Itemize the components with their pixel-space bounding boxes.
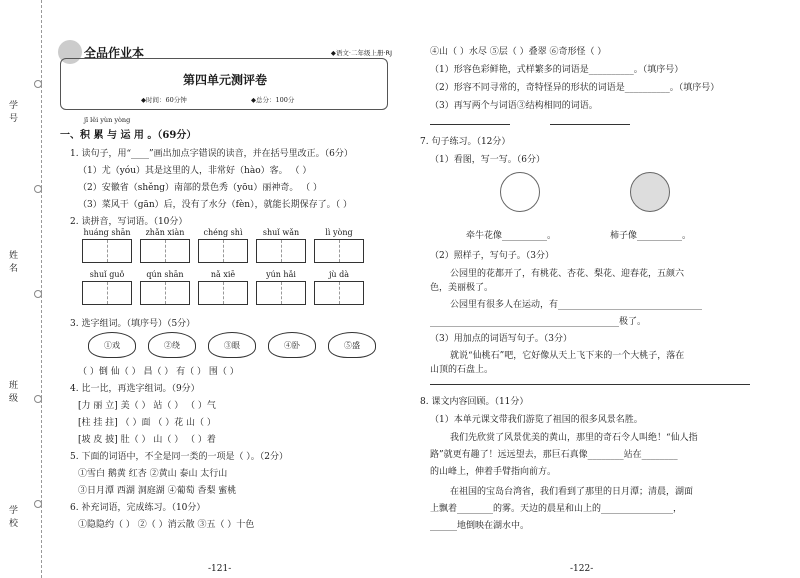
question-1-item: （3）菜风干（gān）后，没有了水分（fèn），就能长期保存了。（ ）: [78, 200, 352, 210]
page-number: -122-: [570, 564, 594, 574]
passage-text: ______地倒映在湖水中。: [430, 521, 530, 531]
question-7-part: （2）照样子，写句子。（3分）: [430, 251, 554, 261]
question-4-item: [坡 皮 披] 肚（ ） 山（ ） （ ）着: [78, 435, 216, 445]
page-number: -121-: [208, 564, 232, 574]
shell-option: ①戏: [88, 332, 136, 358]
idiom-question: （2）形容不同寻常的，奇特怪异的形状的词语是__________。（填序号）: [430, 83, 720, 93]
question-4-item: [力 丽 立] 美（ ） 站（ ） （ ）气: [78, 401, 216, 411]
question-3-row: （ ）倒 仙（ ） 昌（ ） 有（ ） 围（ ）: [78, 367, 239, 377]
section-pinyin: jī lěi yùn yòng: [84, 116, 131, 124]
pinyin-grid-row: [82, 270, 364, 305]
pinyin-text: qún shān: [146, 270, 184, 279]
test-header: [60, 58, 388, 110]
question-3: 3. 选字组词。（填序号）（5分）: [70, 319, 196, 329]
passage-text: 在祖国的宝岛台湾省，我们看到了那里的日月潭；清晨，湖面: [450, 487, 694, 497]
score-label: ◆总分：100分: [251, 96, 295, 104]
binding-hole: [34, 395, 42, 403]
answer-line[interactable]: [550, 124, 630, 125]
passage-text: 的山峰上，伸着手臂指向前方。: [430, 467, 557, 477]
morning-glory-icon: [500, 172, 540, 212]
pinyin-text: jù dà: [328, 270, 350, 279]
binding-margin: [0, 0, 42, 578]
student-no-label: 学号: [7, 100, 17, 126]
pinyin-cell[interactable]: [314, 228, 364, 263]
passage-text: 路”就更有趣了！远远望去，那巨石真像________站在________: [430, 450, 678, 460]
pinyin-cell[interactable]: [198, 228, 248, 263]
idiom-question: （3）再写两个与词语③结构相同的词语。: [430, 101, 598, 111]
idiom-row: ④山（ ）水尽 ⑤层（ ）叠翠 ⑥奇形怪（ ）: [430, 47, 607, 57]
binding-hole: [34, 80, 42, 88]
pinyin-text: zhǎn xiàn: [145, 228, 185, 237]
left-page: [48, 0, 398, 578]
question-4-item: [柱 挂 拄] （ ）面 （ ）花 山（ ）: [78, 418, 216, 428]
school-label: 学校: [7, 505, 17, 531]
pinyin-cell[interactable]: [82, 270, 132, 305]
question-5-item: ③日月潭 西湖 洞庭湖 ④葡萄 香梨 蜜桃: [78, 486, 237, 496]
page-title: 第四单元测评卷: [182, 73, 267, 87]
right-page: [420, 0, 790, 578]
passage-text: 上飘着________的雾。天边的晨星和山上的________________，: [430, 504, 683, 514]
time-label: ◆时间：60分钟: [141, 96, 187, 104]
question-6-item: ①隐隐约（ ） ②（ ）消云散 ③五（ ）十色: [78, 520, 255, 530]
pinyin-cell[interactable]: [198, 270, 248, 305]
example-text: 公园里的花都开了，有桃花、杏花、梨花、迎春花，五颜六: [450, 269, 685, 279]
example-text: 色，美丽极了。: [430, 283, 494, 293]
question-4: 4. 比一比，再选字组词。（9分）: [70, 384, 200, 394]
pinyin-text: huáng shān: [83, 228, 131, 237]
shell-row: [88, 332, 376, 358]
example-blank: __________________________________________极了。: [430, 317, 647, 327]
subject-label: ◆语文·二年级上册·RJ: [330, 49, 392, 57]
question-7-part: （3）用加点的词语写句子。（3分）: [430, 334, 572, 344]
idiom-question: （1）形容色彩鲜艳，式样繁多的词语是__________。（填序号）: [430, 65, 684, 75]
pinyin-cell[interactable]: [256, 228, 306, 263]
passage-text: 我们先欣赏了风景优美的黄山，那里的奇石令人叫绝！“仙人指: [450, 433, 698, 443]
binding-hole: [34, 500, 42, 508]
section-heading: 一、积 累 与 运 用 。（69分）: [60, 130, 197, 141]
binding-hole: [34, 185, 42, 193]
brand-title: 全品作业本: [84, 46, 145, 60]
answer-line[interactable]: [430, 124, 510, 125]
pinyin-cell[interactable]: [140, 228, 190, 263]
question-6: 6. 补充词语，完成练习。（10分）: [70, 503, 206, 513]
pinyin-cell[interactable]: [140, 270, 190, 305]
pinyin-cell[interactable]: [256, 270, 306, 305]
image-caption: 柿子像__________。: [610, 231, 692, 241]
question-1-item: （2）安徽省（shěng）南部的景色秀（yōu）丽神奇。 （ ）: [78, 183, 323, 193]
question-7-part: （1）看图，写一写。（6分）: [430, 155, 545, 165]
question-7: 7. 句子练习。（12分）: [420, 137, 511, 147]
answer-line[interactable]: [430, 384, 750, 385]
pinyin-cell[interactable]: [314, 270, 364, 305]
pinyin-grid-row: [82, 228, 364, 263]
pinyin-text: shuǐ guǒ: [89, 270, 125, 279]
image-caption: 牵牛花像__________。: [466, 231, 557, 241]
pinyin-text: yún hǎi: [266, 270, 296, 279]
shell-option: ④卧: [268, 332, 316, 358]
class-label: 班级: [7, 380, 17, 406]
question-8-part: （1）本单元课文带我们游览了祖国的很多风景名胜。: [430, 415, 643, 425]
pinyin-text: shuǐ wǎn: [262, 228, 300, 237]
name-label: 姓名: [7, 250, 17, 276]
question-2: 2. 读拼音，写词语。（10分）: [70, 217, 188, 227]
shell-option: ③眼: [208, 332, 256, 358]
pinyin-text: lì yòng: [325, 228, 353, 237]
question-8: 8. 课文内容回顾。（11分）: [420, 397, 529, 407]
question-1: 1. 读句子，用“____”画出加点字错误的读音，并在括号里改正。（6分）: [70, 149, 353, 159]
pinyin-cell[interactable]: [82, 228, 132, 263]
example-text: 就说“仙桃石”吧，它好像从天上飞下来的一个大桃子，落在: [450, 351, 685, 361]
question-5: 5. 下面的词语中，不全是同一类的一项是（ ）。（2分）: [70, 452, 289, 462]
shell-option: ⑤盛: [328, 332, 376, 358]
binding-hole: [34, 290, 42, 298]
question-5-item: ①雪白 鹅黄 红杏 ②黄山 泰山 太行山: [78, 469, 228, 479]
example-blank: 公园里有很多人在运动，有________________________________: [450, 300, 703, 310]
shell-option: ②绕: [148, 332, 196, 358]
question-1-item: （1）尤（yóu）其是这里的人，非常好（hào）客。 （ ）: [78, 166, 312, 176]
pinyin-text: chéng shì: [203, 228, 243, 237]
example-text: 山顶的石盘上。: [430, 365, 494, 375]
pinyin-text: nǎ xiē: [210, 270, 236, 279]
persimmon-icon: [630, 172, 670, 212]
